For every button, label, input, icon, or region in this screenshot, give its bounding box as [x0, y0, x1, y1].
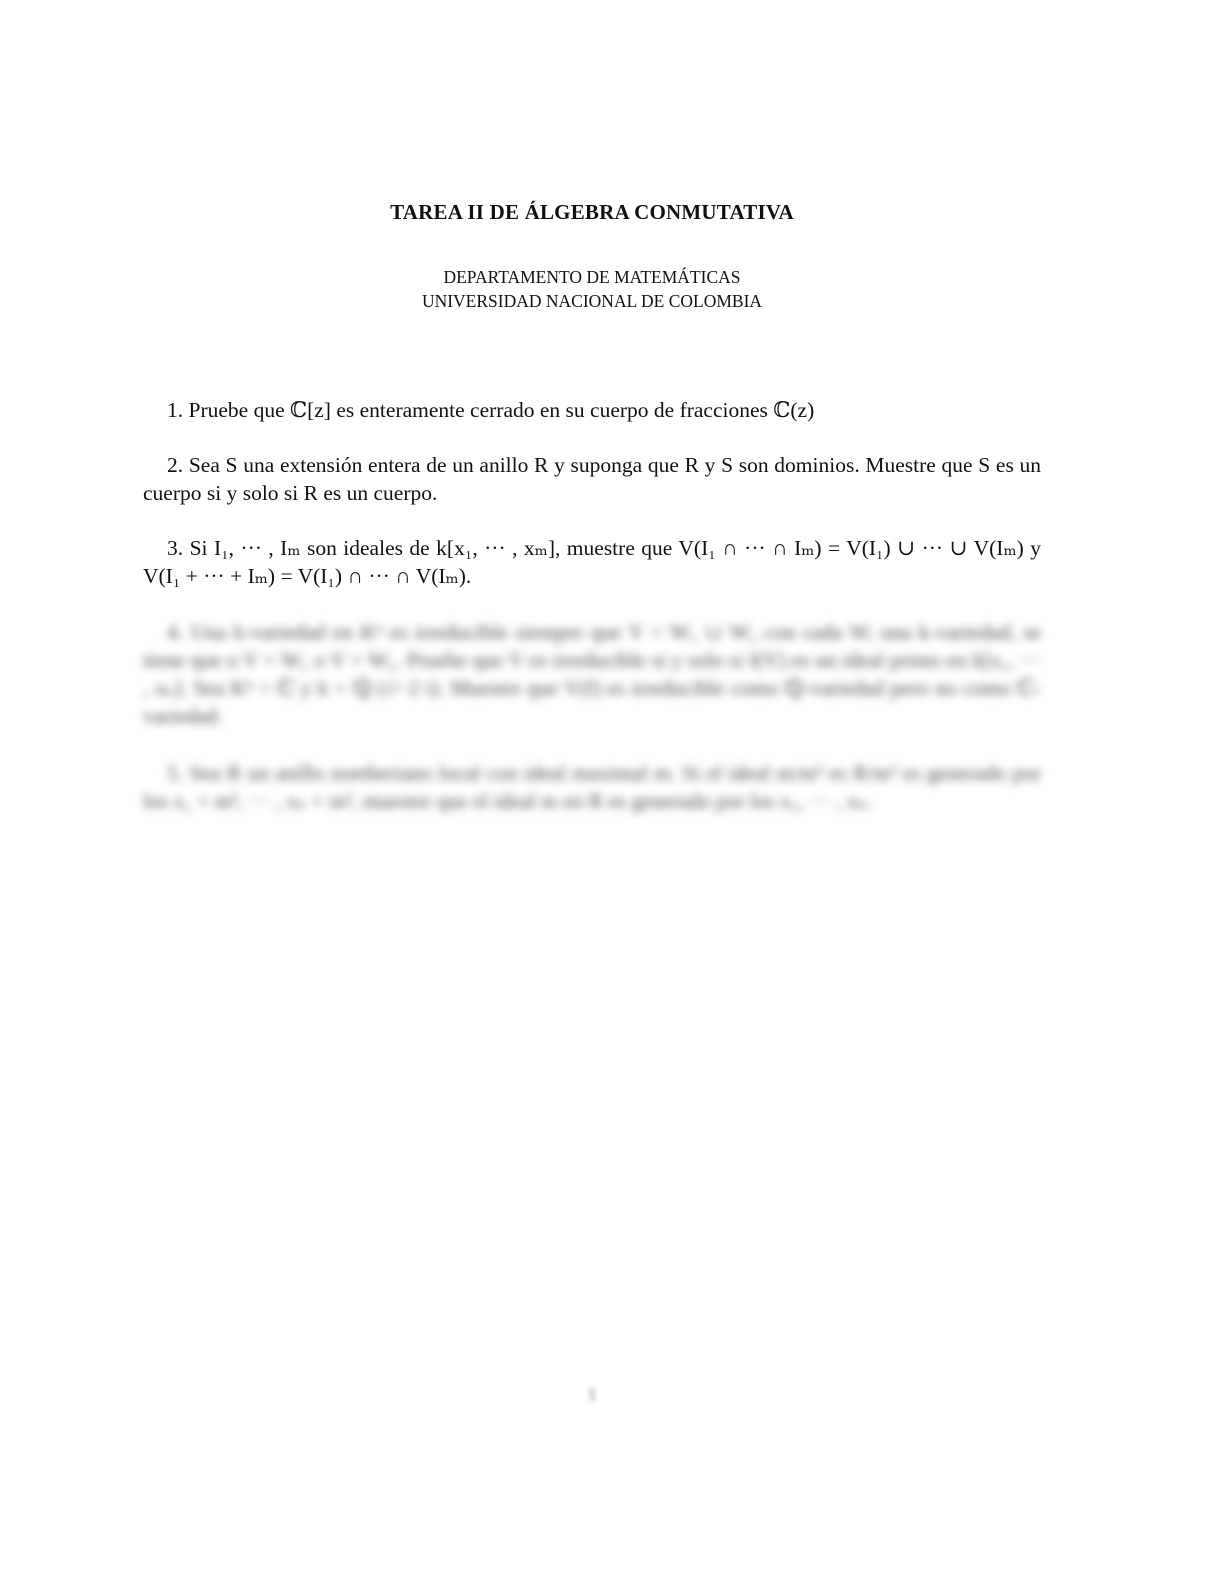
problem-number: 4.	[167, 620, 184, 644]
problem-3	[143, 534, 1041, 590]
problem-number: 2.	[167, 453, 184, 477]
problem-5	[143, 759, 1041, 815]
problem-text: Pruebe que ℂ[z] es enteramente cerrado en su cuerpo de fracciones ℂ(z)	[188, 398, 815, 422]
problem-text: Una k-variedad en Kⁿ es irreducible siempre que V = W₁ ∪ W₂ con cada Wᵢ una k-variedad, se tiene que o V = W₁ o V = W₂. Pruebe que V es irreducible si y solo si I(V) es un ideal primo en k[x₁, ··· , xₙ]. Sea Kⁿ = ℂ y k = ℚ (√−2 i). Muestre que V(f) es irreducible como ℚ-variedad pero no como ℂ-variedad.	[143, 620, 1041, 728]
page-number: 1	[587, 1384, 597, 1404]
problem-number: 1.	[167, 398, 184, 422]
problem-number: 5.	[167, 761, 184, 785]
problem-1	[143, 396, 1041, 424]
problem-4	[143, 618, 1041, 730]
problem-number: 3.	[167, 536, 184, 560]
problem-text: Si I₁, ··· , Iₘ son ideales de k[x₁, ··· , xₘ], muestre que V(I₁ ∩ ··· ∩ Iₘ) = V(I₁) ∪ ··· ∪ V(Iₘ) y V(I₁ + ··· + Iₘ) = V(I₁) ∩ ··· ∩ V(Iₘ).	[143, 536, 1041, 588]
document-title: TAREA II DE ÁLGEBRA CONMUTATIVA	[390, 200, 794, 224]
problem-text: Sea S una extensión entera de un anillo R y suponga que R y S son dominios. Muestre que S es un cuerpo si y solo si R es un cuerpo.	[143, 453, 1042, 505]
problem-text: Sea R un anillo noetheriano local con ideal maximal m. Si el ideal m/m² es R/m² es generado por los x₁ + m², ··· , xₙ + m², muestre que el ideal m en R es generado por los x₁, ··· , xₙ.	[143, 761, 1041, 813]
department-name: DEPARTAMENTO DE MATEMÁTICAS	[443, 267, 741, 287]
university-name: UNIVERSIDAD NACIONAL DE COLOMBIA	[421, 291, 763, 311]
problem-2	[143, 451, 1041, 507]
